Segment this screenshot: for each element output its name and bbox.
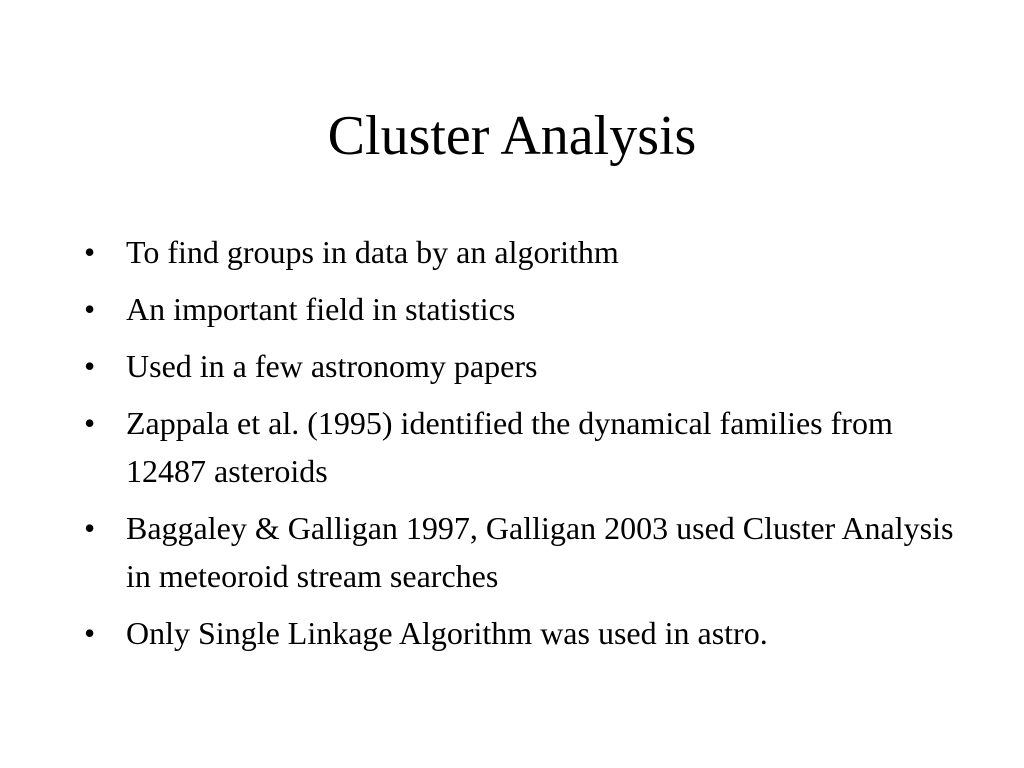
bullet-item (84, 285, 964, 333)
bullet-item (84, 342, 964, 390)
bullet-marker: • (84, 291, 96, 327)
bullet-marker: • (84, 234, 96, 270)
bullet-text: Zappala et al. (1995) identified the dynamical families from 12487 asteroids (126, 405, 893, 489)
bullet-marker: • (84, 405, 96, 441)
bullet-item (84, 504, 964, 600)
bullet-text: Used in a few astronomy papers (126, 348, 538, 384)
bullet-list (84, 228, 964, 666)
bullet-item (84, 228, 964, 276)
bullet-text: Only Single Linkage Algorithm was used in astro. (126, 615, 768, 651)
bullet-marker: • (84, 348, 96, 384)
bullet-text: An important field in statistics (126, 291, 516, 327)
bullet-text: To find groups in data by an algorithm (126, 234, 619, 270)
bullet-text: Baggaley & Galligan 1997, Galligan 2003 used Cluster Analysis in meteoroid stream searches (126, 510, 954, 594)
bullet-item (84, 609, 964, 657)
bullet-marker: • (84, 510, 96, 546)
bullet-item (84, 399, 964, 495)
bullet-marker: • (84, 615, 96, 651)
slide-title: Cluster Analysis (327, 105, 697, 167)
